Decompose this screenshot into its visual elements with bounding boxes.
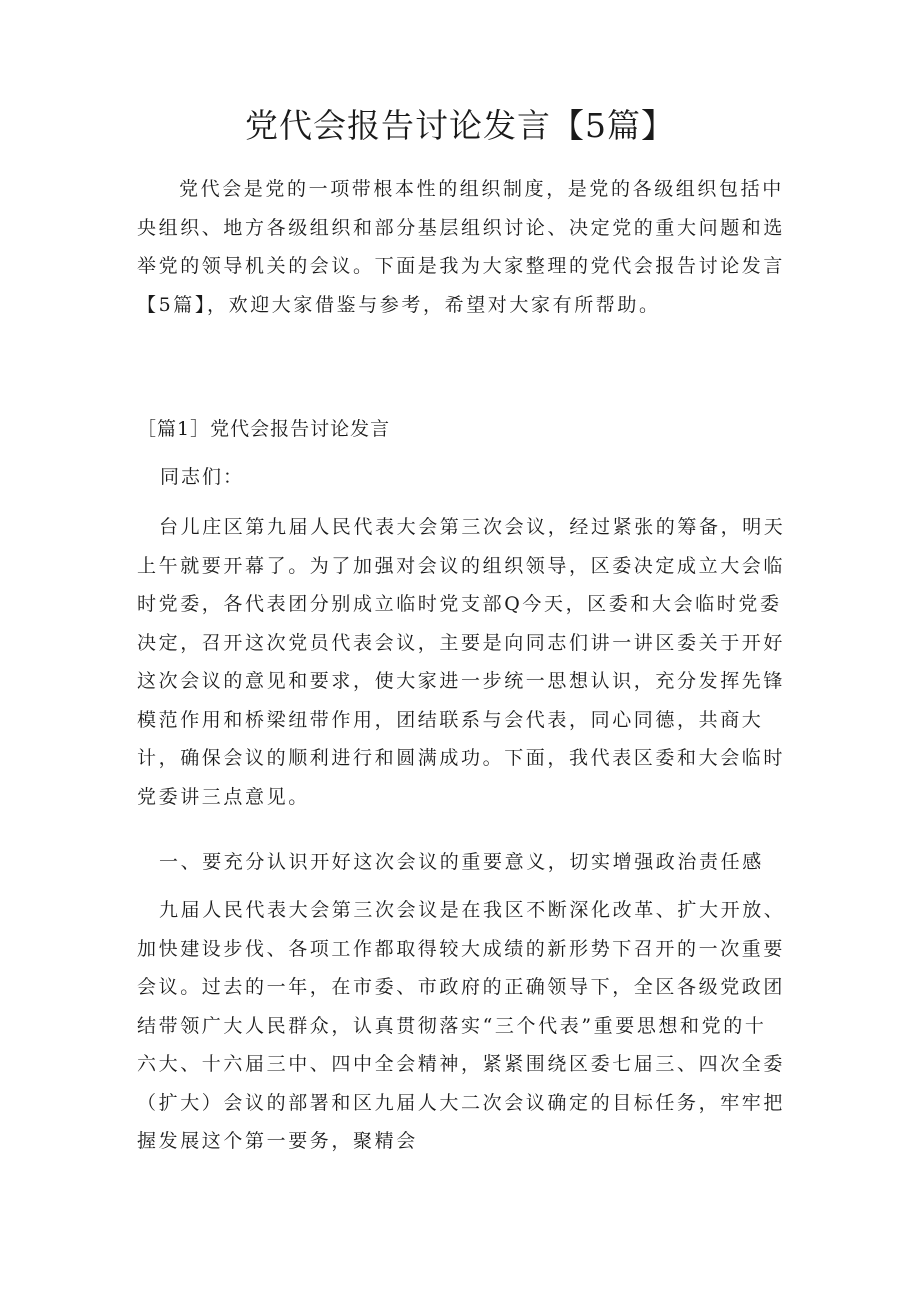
section-heading: ［篇1］党代会报告讨论发言 [137, 418, 391, 440]
salutation: 同志们： [160, 466, 245, 488]
document-title: 党代会报告讨论发言【5篇】 [245, 106, 675, 145]
intro-paragraph: 党代会是党的一项带根本性的组织制度，是党的各级组织包括中央组织、地方各级组织和部分基层组织讨论、决定党的重大问题和选举党的领导机关的会议。下面是我为大家整理的党代会报告讨论发言【5篇】，欢迎大家借鉴与参考，希望对大家有所帮助。 [137, 178, 786, 316]
body-paragraph: 九届人民代表大会第三次会议是在我区不断深化改革、扩大开放、加快建设步伐、各项工作都取得较大成绩的新形势下召开的一次重要会议。过去的一年，在市委、市政府的正确领导下，全区各级党政团结带领广大人民群众，认真贯彻落实“三个代表”重要思想和党的十六大、十六届三中、四中全会精神，紧紧围绕区委七届三、四次全委（扩大）会议的部署和区九届人大二次会议确定的目标任务，牢牢把握发展这个第一要务，聚精会 [137, 899, 786, 1152]
subsection-heading: 一、要充分认识开好这次会议的重要意义，切实增强政治责任感 [159, 851, 764, 873]
body-paragraph: 台儿庄区第九届人民代表大会第三次会议，经过紧张的筹备，明天上午就要开幕了。为了加强对会议的组织领导，区委决定成立大会临时党委，各代表团分别成立临时党支部Q今天，区委和大会临时党委决定，召开这次党员代表会议，主要是向同志们讲一讲区委关于开好这次会议的意见和要求，使大家进一步统一思想认识，充分发挥先锋模范作用和桥梁纽带作用，团结联系与会代表，同心同德，共商大计，确保会议的顺利进行和圆满成功。下面，我代表区委和大会临时党委讲三点意见。 [137, 516, 786, 808]
